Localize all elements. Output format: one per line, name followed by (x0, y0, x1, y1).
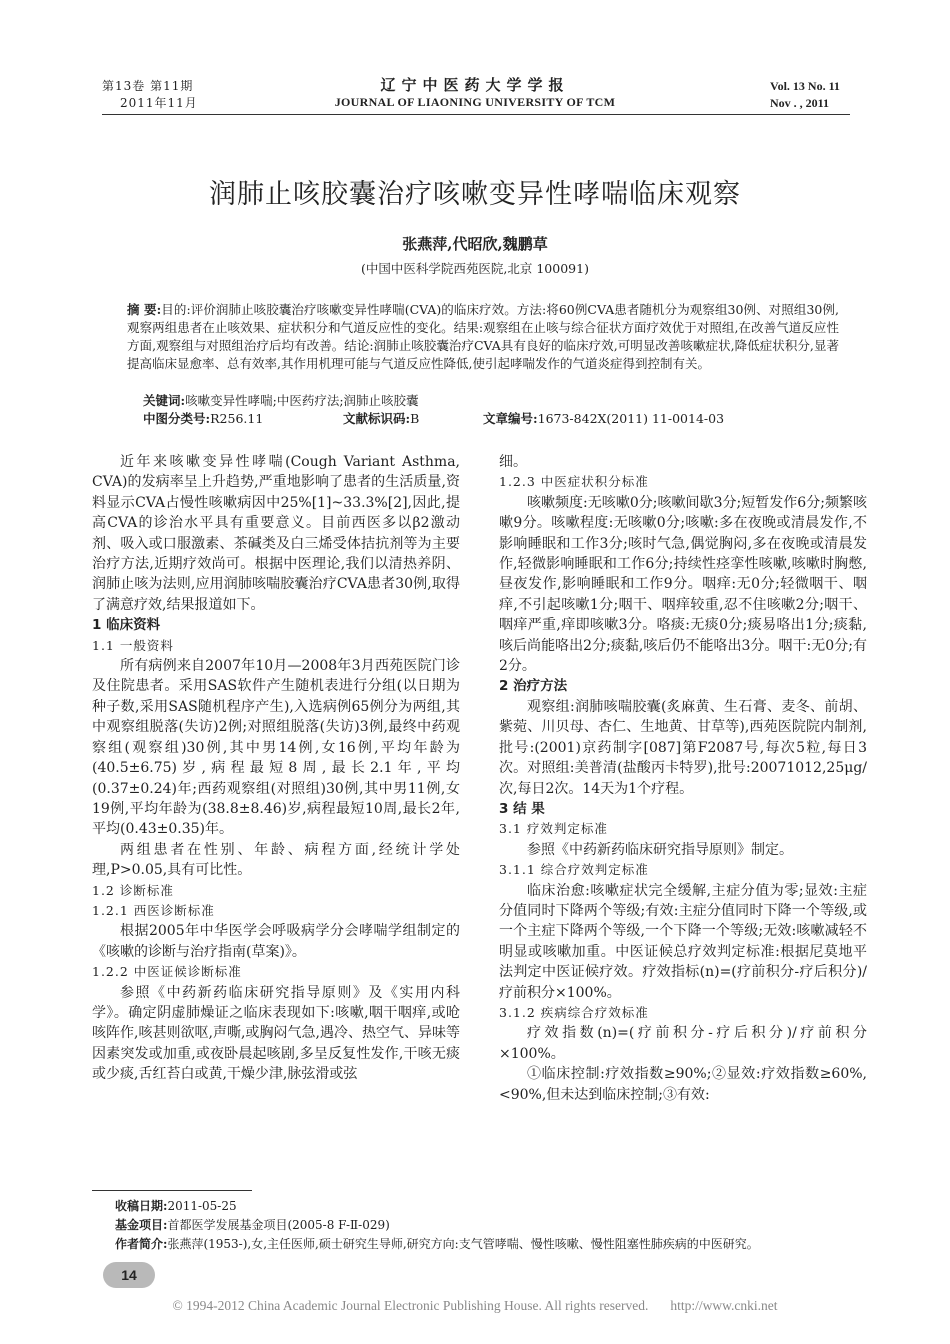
header-date-en: Nov . , 2011 (770, 96, 830, 110)
article-affiliation: (中国中医科学院西苑医院,北京 100091) (361, 261, 589, 276)
author-bio: 张燕萍(1953-),女,主任医师,硕士研究生导师,研究方向:支气管哮喘、慢性咳嗽、慢性阻塞性肺疾病的中医研究。 (167, 1237, 759, 1251)
section-heading-2: 2 治疗方法 (499, 678, 568, 695)
paragraph-1-2-1: 根据2005年中华医学会呼吸病学分会哮喘学组制定的《咳嗽的诊断与治疗指南(草案)》。 (92, 923, 460, 960)
paragraph-1-2-3: 咳嗽频度:无咳嗽0分;咳嗽间歇3分;短暂发作6分;频繁咳嗽9分。咳嗽程度:无咳嗽0分;咳嗽:多在夜晚或清晨发作,不影响睡眠和工作3分;咳时气急,偶觉胸闷,多在夜晚或清晨发作,轻微影响睡眠和工作6分;持续性痉挛性咳嗽,咳嗽时胸憋,昼夜发作,影响睡眠和工作9分。咽痒:无0分;轻微咽干、咽痒,不引起咳嗽1分;咽干、咽痒较重,忍不住咳嗽2分;咽干、咽痒严重,痒即咳嗽3分。咯痰:无痰0分;痰易咯出1分;痰黏,咳后尚能咯出2分;痰黏,咳后仍不能咯出3分。咽干:无0分;有2分。 (499, 494, 867, 675)
keywords-label: 关键词: (143, 393, 186, 408)
paragraph-3-1-2: 疗效指数(n)=(疗前积分-疗后积分)/疗前积分×100%。 (499, 1025, 867, 1062)
body-right-column (499, 452, 867, 1105)
header-volume-issue: 第13卷 第11期 (102, 79, 194, 93)
header-divider (102, 114, 850, 115)
clc-value: R256.11 (210, 411, 264, 426)
paragraph-2: 观察组:润肺咳喘胶囊(炙麻黄、生石膏、麦冬、前胡、紫菀、川贝母、杏仁、生地黄、甘草等),西苑医院院内制剂,批号:(2001)京药制字[087]第F2087号,每次5粒,每日3次。对照组:美普清(盐酸丙卡特罗),批号:20071012,25μg/次,每日2次。14天为1个疗程。 (499, 698, 867, 797)
abstract (127, 301, 839, 373)
author-label: 作者简介: (115, 1237, 168, 1251)
footnote-author (115, 1235, 835, 1254)
received-label: 收稿日期: (115, 1199, 168, 1213)
fund-text: 首都医学发展基金项目(2005-8 F-Ⅱ-029) (167, 1218, 390, 1232)
footnotes (115, 1197, 835, 1254)
copyright-footer (0, 1298, 950, 1314)
subsection-heading-1-2-3: 1.2.3 中医症状积分标准 (499, 474, 649, 490)
header-vol-no: Vol. 13 No. 11 (770, 79, 840, 93)
article-no-label: 文章编号: (483, 411, 538, 426)
subsection-heading-3-1-1: 3.1.1 综合疗效判定标准 (499, 862, 649, 878)
doc-code-label: 文献标识码: (343, 411, 411, 426)
paragraph-3-1-2b: ①临床控制:疗效指数≥90%;②显效:疗效指数≥60%,<90%,但未达到临床控制;③有效: (499, 1066, 867, 1103)
footnote-divider (92, 1190, 252, 1191)
header-date-cn: 2011年11月 (120, 96, 198, 110)
article-title: 润肺止咳胶囊治疗咳嗽变异性哮喘临床观察 (209, 179, 741, 210)
paragraph-1-2-2: 参照《中药新药临床研究指导原则》及《实用内科学》。确定阴虚肺燥证之临床表现如下:咳嗽,咽干咽痒,或呛咳阵作,咳甚则欲呕,声嘶,或胸闷气急,遇冷、热空气、异味等因素突发或加重,或夜卧晨起咳剧,多呈反复性发作,干咳无痰或少痰,舌红苔白或黄,干燥少津,脉弦滑或弦 (92, 984, 460, 1083)
section-heading-3: 3 结 果 (499, 800, 545, 817)
subsection-heading-1-2-2: 1.2.2 中医证候诊断标准 (92, 964, 242, 980)
paragraph-1-1b: 两组患者在性别、年龄、病程方面,经统计学处理,P>0.05,具有可比性。 (92, 841, 460, 879)
subsection-heading-1-1: 1.1 一般资料 (92, 637, 174, 653)
keywords-text: 咳嗽变异性哮喘;中医药疗法;润肺止咳胶囊 (185, 393, 419, 408)
doc-code-value: B (410, 411, 420, 426)
subsection-heading-3-1: 3.1 疗效判定标准 (499, 821, 608, 837)
footnote-received (115, 1197, 835, 1216)
section-heading-1: 1 临床资料 (92, 617, 161, 634)
paragraph-3-1: 参照《中药新药临床研究指导原则》制定。 (527, 841, 793, 858)
clc-label: 中图分类号: (143, 411, 211, 426)
keywords (143, 391, 419, 409)
intro-paragraph: 近年来咳嗽变异性哮喘(Cough Variant Asthma, CVA)的发病率呈上升趋势,严重地影响了患者的生活质量,资料显示CVA占慢性咳嗽病因中25%[1]~33.3%[2],因此,提高CVA的诊治水平具有重要意义。目前西医多以β2激动剂、吸入或口服激素、茶碱类及白三烯受体拮抗剂等为主要治疗方法,近期疗效尚可。根据中医理论,我们以清热养阴、润肺止咳为法则,应用润肺咳喘胶囊治疗CVA患者30例,取得了满意疗效,结果报道如下。 (92, 454, 460, 613)
journal-name-cn: 辽宁中医药大学学报 (380, 76, 570, 94)
footnote-fund (115, 1216, 835, 1235)
subsection-heading-1-2-1: 1.2.1 西医诊断标准 (92, 902, 215, 918)
fund-label: 基金项目: (115, 1218, 168, 1232)
paragraph-1-1: 所有病例来自2007年10月—2008年3月西苑医院门诊及住院患者。采用SAS软件产生随机表进行分组(以日期为种子数,采用SAS随机程序产生),入选病例65例分为两组,其中观察组脱落(失访)2例;对照组脱落(失访)3例,最终中药观察组(观察组)30例,其中男14例,女16例,平均年龄为(40.5±6.75)岁,病程最短8周,最长2.1年,平均(0.37±0.24)年;西药观察组(对照组)30例,其中男11例,女19例,平均年龄为(38.8±8.46)岁,病程最短10周,最长2年,平均(0.43±0.35)年。 (92, 658, 460, 838)
abstract-text: 目的:评价润肺止咳胶囊治疗咳嗽变异性哮喘(CVA)的临床疗效。方法:将60例CVA患者随机分为观察组30例、对照组30例,观察两组患者在止咳效果、症状积分和气道反应性的变化。结果:观察组在止咳与综合征状方面疗效优于对照组,在改善气道反应性方面,观察组与对照组治疗后均有改善。结论:润肺止咳胶囊治疗CVA具有良好的临床疗效,可明显改善咳嗽症状,降低症状积分,显著提高临床显愈率、总有效率,其作用机理可能与气道反应性降低,使引起哮喘发作的气道炎症得到控制有关。 (127, 302, 839, 371)
received-date: 2011-05-25 (167, 1199, 237, 1213)
subsection-heading-3-1-2: 3.1.2 疾病综合疗效标准 (499, 1004, 649, 1020)
copyright-text: © 1994-2012 China Academic Journal Electronic Publishing House. All rights reserved. (172, 1298, 649, 1313)
abstract-label: 摘 要: (127, 302, 162, 317)
page-number: 14 (103, 1262, 155, 1288)
header-volume-en (770, 78, 840, 112)
classification-line (143, 409, 724, 427)
continued-text: 细。 (499, 454, 527, 470)
article-no-value: 1673-842X(2011) 11-0014-03 (537, 411, 725, 426)
paragraph-3-1-1: 临床治愈:咳嗽症状完全缓解,主症分值为零;显效:主症分值同时下降两个等级;有效:主症分值同时下降一个等级,或一个主症下降两个等级,一个下降一个等级;无效:咳嗽减轻不明显或咳嗽加重。中医证候总疗效判定标准:根据尼莫地平法判定中医证候疗效。疗效指标(n)=(疗前积分-疗后积分)/疗前积分×100%。 (499, 882, 867, 1001)
article-authors: 张燕萍,代昭欣,魏鹏草 (402, 235, 548, 253)
body-left-column (92, 452, 460, 1085)
subsection-heading-1-2: 1.2 诊断标准 (92, 882, 174, 898)
journal-name-en: JOURNAL OF LIAONING UNIVERSITY OF TCM (334, 95, 616, 109)
cnki-link[interactable]: http://www.cnki.net (670, 1298, 778, 1313)
